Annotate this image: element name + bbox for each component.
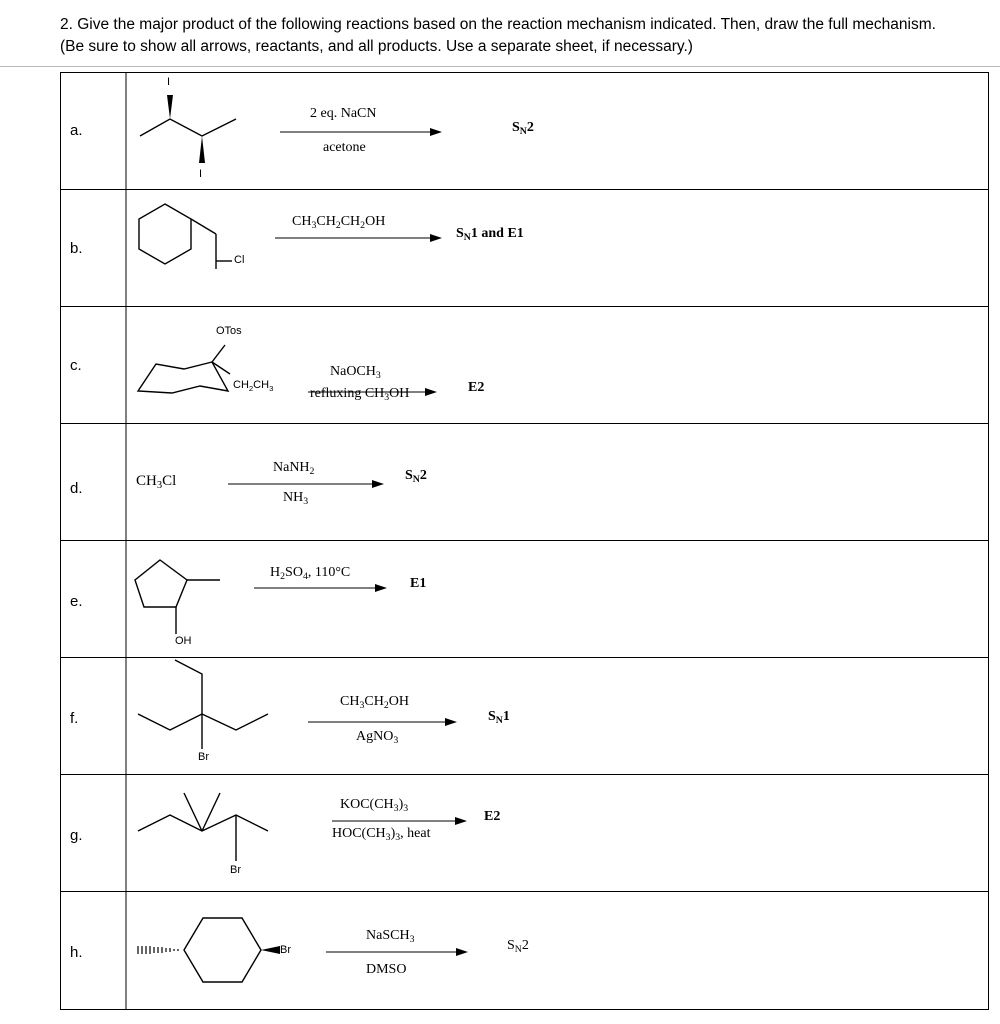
reagent-top: 2 eq. NaCN <box>310 106 377 121</box>
iodine-bottom-label: I <box>199 168 203 180</box>
row-label: e. <box>70 593 83 610</box>
reagent-bottom: AgNO$_3$ <box>356 729 399 746</box>
substrate-structure-b <box>60 190 989 307</box>
substrate-structure-g <box>60 775 989 892</box>
substrate-formula: $CH_3Cl$ <box>136 473 177 491</box>
reaction-row-a <box>60 72 989 189</box>
substrate-structure-e <box>60 541 989 658</box>
mechanism-label: $S_N2$ <box>507 938 529 955</box>
reagent-top: NaOCH$_3$ <box>330 364 381 381</box>
reaction-row-c <box>60 306 989 424</box>
row-label: a. <box>70 122 83 139</box>
row-label: h. <box>70 944 83 961</box>
reagent-top: $H_2SO_4$, 110°C <box>270 565 351 582</box>
mechanism-label: E1 <box>410 576 427 591</box>
reagent-bottom: $HOC(CH_3)_3$, heat <box>332 826 431 843</box>
bromine-label: Br <box>230 864 241 876</box>
bromine-label: Br <box>198 751 209 763</box>
reagent-top: NaSCH$_3$ <box>366 928 415 945</box>
mechanism-label: $S_N2$ <box>512 120 534 137</box>
reaction-arrow-d <box>60 424 989 541</box>
mechanism-label: $S_N1$ and E1 <box>456 226 524 243</box>
question-text <box>60 14 960 58</box>
chlorine-label: Cl <box>234 254 245 266</box>
reagent-top: NaNH$_2$ <box>273 460 315 477</box>
row-label: c. <box>70 357 82 374</box>
mechanism-label: $S_N1$ <box>488 709 510 726</box>
iodine-top-label: I <box>167 76 171 88</box>
reaction-row-f <box>60 657 989 775</box>
reaction-row-h <box>60 891 989 1011</box>
row-label: g. <box>70 827 83 844</box>
question-body: Give the major product of the following reactions based on the reaction mechanism indicated. Then, draw the full mechanism. (Be sure to show all arrows, reactants, and all products. Use a separate sheet, if necessary.) <box>60 16 936 55</box>
question-number: 2. <box>60 16 73 33</box>
row-label: d. <box>70 480 83 497</box>
reaction-row-e <box>60 540 989 658</box>
reagent-bottom: DMSO <box>366 962 407 977</box>
substrate-structure-c <box>60 307 989 424</box>
reagent-bottom: acetone <box>323 140 366 155</box>
reagent-bottom: refluxing $CH_3OH$ <box>310 386 410 403</box>
bromine-label: Br <box>280 944 291 956</box>
mechanism-label: E2 <box>484 809 501 824</box>
reaction-row-b <box>60 189 989 307</box>
mechanism-label: $S_N2$ <box>405 468 427 485</box>
row-label: f. <box>70 710 79 727</box>
hydroxyl-label: OH <box>175 635 192 647</box>
reaction-row-d <box>60 423 989 541</box>
header-divider <box>0 66 1000 67</box>
reagent-top: $CH_3CH_2OH$ <box>340 694 409 711</box>
reaction-row-g <box>60 774 989 892</box>
ethyl-label: $CH_2CH_3$ <box>233 379 274 393</box>
reagent-top: $CH_3CH_2CH_2OH$ <box>292 214 386 231</box>
reagent-top: $KOC(CH_3)_3$ <box>340 797 409 814</box>
otos-label: OTos <box>216 325 242 337</box>
mechanism-label: E2 <box>468 380 485 395</box>
reaction-table <box>60 72 989 1010</box>
row-label: b. <box>70 240 83 257</box>
reagent-bottom: $NH_3$ <box>283 490 309 507</box>
